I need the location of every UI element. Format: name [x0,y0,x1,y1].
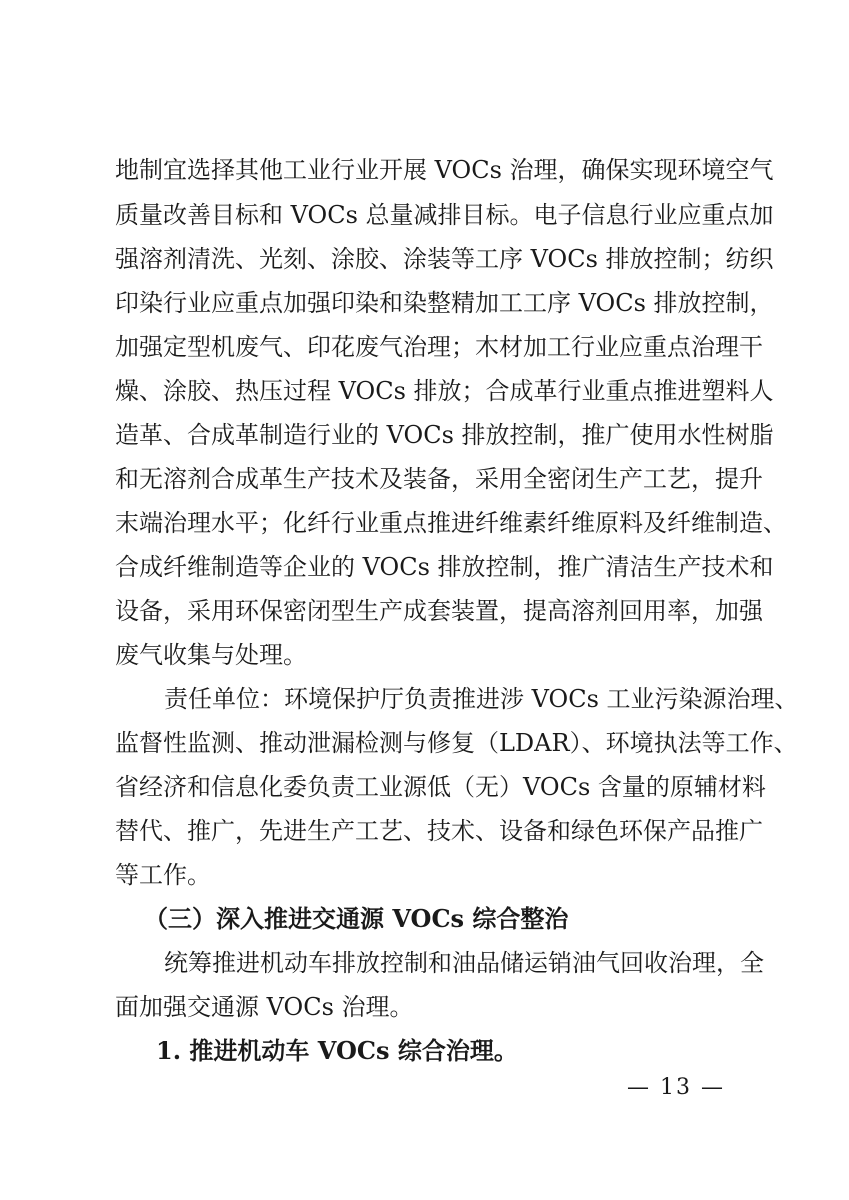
page-number: — 13 — [627,1075,725,1100]
body-text-line: 印染行业应重点加强印染和染整精加工工序 VOCs 排放控制， [115,289,774,317]
body-text-line: 造革、合成革制造行业的 VOCs 排放控制，推广使用水性树脂 [115,421,774,449]
body-text-line: 设备，采用环保密闭型生产成套装置，提高溶剂回用率，加强 [115,597,763,625]
body-text-line: 加强定型机废气、印花废气治理；木材加工行业应重点治理干 [115,333,763,361]
body-text-line: 统筹推进机动车排放控制和油品储运销油气回收治理，全 [164,949,764,977]
body-text-line: 废气收集与处理。 [115,641,307,669]
responsibility-text-line: 替代、推广，先进生产工艺、技术、设备和绿色环保产品推广 [115,817,763,845]
responsibility-text-line: 责任单位：环境保护厅负责推进涉 VOCs 工业污染源治理、 [164,685,799,713]
body-text-line: 合成纤维制造等企业的 VOCs 排放控制，推广清洁生产技术和 [115,553,774,581]
section-heading: （三）深入推进交通源 VOCs 综合整治 [144,904,569,933]
responsibility-text-line: 等工作。 [115,861,211,889]
body-text-line: 末端治理水平；化纤行业重点推进纤维素纤维原料及纤维制造、 [115,509,787,537]
body-text-line: 燥、涂胶、热压过程 VOCs 排放；合成革行业重点推进塑料人 [115,377,774,405]
body-text-line: 面加强交通源 VOCs 治理。 [115,993,414,1021]
body-text-line: 质量改善目标和 VOCs 总量减排目标。电子信息行业应重点加 [115,201,774,229]
responsibility-text-line: 监督性监测、推动泄漏检测与修复（LDAR）、环境执法等工作、 [115,729,798,757]
body-text-line: 地制宜选择其他工业行业开展 VOCs 治理，确保实现环境空气 [115,156,774,184]
body-text-line: 和无溶剂合成革生产技术及装备，采用全密闭生产工艺，提升 [115,465,763,493]
body-text-line: 强溶剂清洗、光刻、涂胶、涂装等工序 VOCs 排放控制；纺织 [115,245,774,273]
responsibility-text-line: 省经济和信息化委负责工业源低（无）VOCs 含量的原辅材料 [115,773,766,801]
subsection-heading: 1. 推进机动车 VOCs 综合治理。 [156,1036,518,1065]
